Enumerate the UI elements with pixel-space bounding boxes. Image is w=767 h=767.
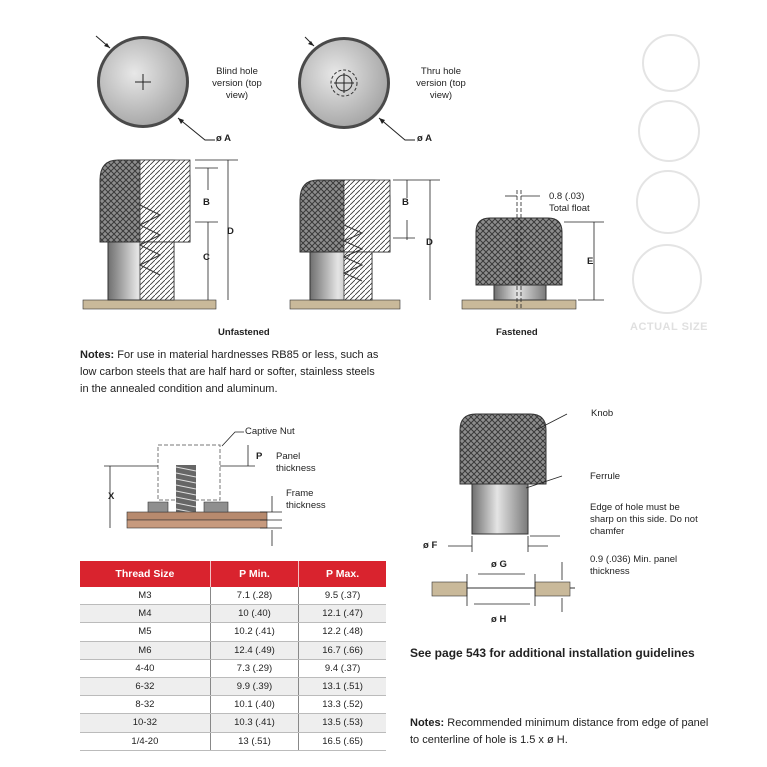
float-caption: Total float — [549, 203, 590, 214]
p-max-cell: 16.5 (.65) — [299, 732, 386, 750]
p-max-cell: 9.5 (.37) — [299, 587, 386, 605]
see-page-note: See page 543 for additional installation guidelines — [410, 646, 695, 660]
min-panel-note: 0.9 (.036) Min. panel thickness — [590, 554, 678, 577]
table-header-pmax: P Max. — [299, 561, 386, 587]
dim-p-label: P — [256, 451, 263, 462]
table-row — [80, 696, 386, 714]
thread-size-cell: 10-32 — [80, 714, 210, 732]
p-max-cell: 13.5 (.53) — [299, 714, 386, 732]
table-row — [80, 587, 386, 605]
actual-size-circle-2 — [638, 100, 700, 162]
p-min-cell: 10.2 (.41) — [210, 623, 298, 641]
table-header-pmin: P Min. — [210, 561, 298, 587]
notes-bottom-text: Recommended minimum distance from edge of panel to centerline of hole is 1.5 x ø H. — [410, 717, 709, 746]
dim-g-label: ø G — [491, 559, 507, 570]
thread-size-cell: 4-40 — [80, 659, 210, 677]
notes-bottom — [410, 715, 710, 749]
dim-e-label: E — [587, 256, 594, 267]
knob-ferrule-diagram — [432, 414, 575, 612]
notes-top-label: Notes: — [80, 349, 115, 361]
thread-size-cell: M3 — [80, 587, 210, 605]
p-min-cell: 9.9 (.39) — [210, 677, 298, 695]
notes-bottom-label: Notes: — [410, 717, 445, 729]
p-min-cell: 13 (.51) — [210, 732, 298, 750]
p-min-cell: 10 (.40) — [210, 605, 298, 623]
table-row — [80, 659, 386, 677]
actual-size-circle-4 — [632, 244, 702, 314]
unfastened-caption: Unfastened — [218, 327, 270, 338]
notes-top-text: For use in material hardnesses RB85 or less, such as low carbon steels that are half hard or softer, stainless steels in the annealed condition and aluminum. — [80, 349, 379, 395]
thread-size-cell: 1/4-20 — [80, 732, 210, 750]
knob-label: Knob — [591, 408, 614, 419]
thread-size-table — [80, 561, 386, 751]
unfastened-thru-section — [290, 180, 440, 309]
dim-x-label: X — [108, 491, 115, 502]
float-value: 0.8 (.03) — [549, 191, 585, 202]
table-row — [80, 641, 386, 659]
blind-hole-top-view — [96, 36, 215, 140]
thread-size-cell: M5 — [80, 623, 210, 641]
table-row — [80, 714, 386, 732]
table-header-thread: Thread Size — [80, 561, 210, 587]
p-min-cell: 10.1 (.40) — [210, 696, 298, 714]
actual-size-label: ACTUAL SIZE — [630, 321, 709, 333]
panel-thickness-label: Panel thickness — [276, 451, 316, 474]
dim-h-label: ø H — [491, 614, 507, 625]
p-min-cell: 10.3 (.41) — [210, 714, 298, 732]
actual-size-circle-1 — [642, 34, 700, 92]
fastened-caption: Fastened — [496, 327, 538, 338]
thru-hole-label: Thru hole version (top view) — [416, 66, 466, 101]
p-max-cell: 13.1 (.51) — [299, 677, 386, 695]
p-max-cell: 16.7 (.66) — [299, 641, 386, 659]
p-max-cell: 12.2 (.48) — [299, 623, 386, 641]
dim-d-label-2: D — [426, 237, 433, 248]
p-min-cell: 7.3 (.29) — [210, 659, 298, 677]
actual-size-circle-3 — [636, 170, 700, 234]
p-min-cell: 7.1 (.28) — [210, 587, 298, 605]
table-row — [80, 732, 386, 750]
edge-note: Edge of hole must be sharp on this side. Do not chamfer — [590, 502, 698, 537]
blind-hole-label: Blind hole version (top view) — [212, 66, 262, 101]
thru-hole-top-view — [298, 37, 415, 140]
dim-d-label-1: D — [227, 226, 234, 237]
p-max-cell: 12.1 (.47) — [299, 605, 386, 623]
notes-top — [80, 347, 380, 398]
captive-nut-label: Captive Nut — [245, 426, 295, 437]
captive-nut-diagram — [104, 432, 282, 546]
table-row — [80, 605, 386, 623]
dim-a-label-1: ø A — [216, 133, 231, 144]
table-row — [80, 677, 386, 695]
p-max-cell: 9.4 (.37) — [299, 659, 386, 677]
dim-b-label-1: B — [203, 197, 210, 208]
thread-size-cell: M4 — [80, 605, 210, 623]
thread-size-cell: 6-32 — [80, 677, 210, 695]
thread-size-cell: M6 — [80, 641, 210, 659]
table-row — [80, 623, 386, 641]
unfastened-blind-section — [83, 160, 238, 309]
thread-size-cell: 8-32 — [80, 696, 210, 714]
p-max-cell: 13.3 (.52) — [299, 696, 386, 714]
frame-thickness-label: Frame thickness — [286, 488, 326, 511]
dim-c-label: C — [203, 252, 210, 263]
dim-f-label: ø F — [423, 540, 438, 551]
dim-b-label-2: B — [402, 197, 409, 208]
ferrule-label: Ferrule — [590, 471, 621, 482]
p-min-cell: 12.4 (.49) — [210, 641, 298, 659]
dim-a-label-2: ø A — [417, 133, 432, 144]
